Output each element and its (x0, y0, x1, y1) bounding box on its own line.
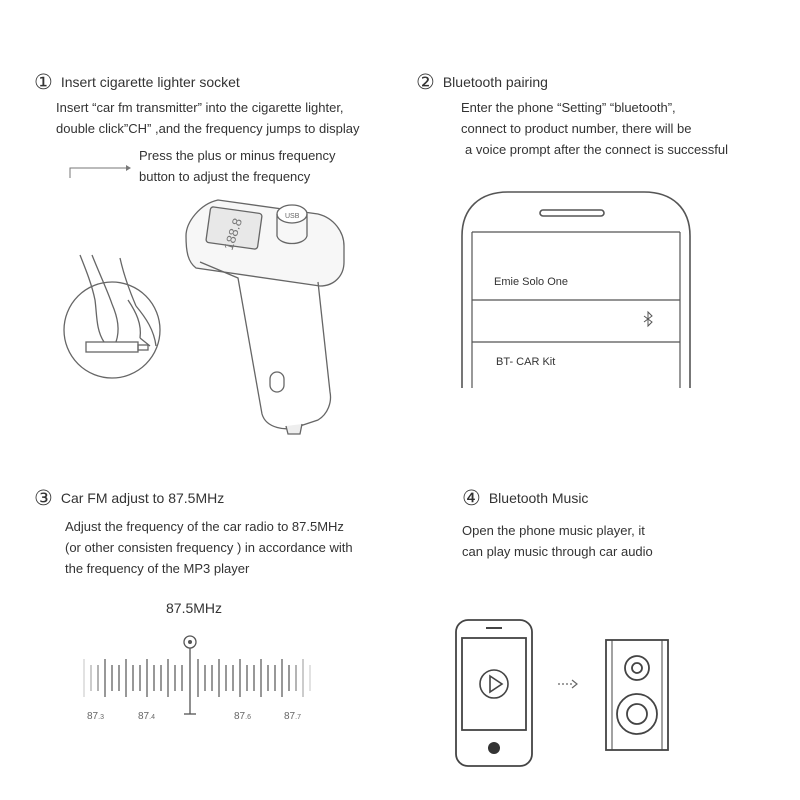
hint-pointer-line (70, 168, 126, 178)
step2-number: ② (416, 71, 435, 94)
step3-title: Car FM adjust to 87.5MHz (60, 490, 225, 506)
step1-title: Insert cigarette lighter socket (60, 74, 240, 90)
step2-description (461, 97, 728, 160)
step1-hint-line: Press the plus or minus frequency (139, 148, 336, 163)
fm-dial (84, 659, 310, 697)
tick-label-sub: .4 (149, 714, 155, 721)
step2-line: connect to product number, there will be (461, 121, 692, 136)
tick-label-sub: .7 (295, 714, 301, 721)
step4-line: can play music through car audio (462, 544, 653, 559)
hand-insert-icon (64, 255, 160, 378)
svg-text:87.6 (234, 711, 251, 722)
step3-heading (34, 486, 224, 511)
step3-line: (or other consisten frequency ) in accordance with (65, 540, 353, 555)
arrow-icon (558, 680, 577, 688)
svg-text:87.7 (284, 711, 301, 722)
step1-number: ① (34, 71, 53, 94)
step4-line: Open the phone music player, it (462, 523, 645, 538)
step3-line: the frequency of the MP3 player (65, 561, 250, 576)
step1-line: double click”CH” ,and the frequency jumps to display (56, 121, 360, 136)
tick-label: 87 (284, 711, 296, 722)
step4-title: Bluetooth Music (488, 490, 589, 506)
play-icon (480, 670, 508, 698)
step2-heading (416, 70, 548, 95)
tick-label-sub: .3 (98, 714, 104, 721)
step3-description (65, 516, 353, 579)
step4-number: ④ (462, 487, 481, 510)
step4-description (462, 520, 653, 562)
svg-text:87.4 (138, 711, 155, 722)
bluetooth-icon (644, 312, 652, 326)
phone-music-icon (456, 620, 532, 766)
step3-line: Adjust the frequency of the car radio to 87.5MHz (65, 519, 344, 534)
tick-label-sub: .6 (245, 714, 251, 721)
step1-line: Insert “car fm transmitter” into the cigarette lighter, (56, 100, 344, 115)
step2-line: a voice prompt after the connect is successful (465, 142, 729, 157)
hint-pointer-arrow-icon (126, 165, 131, 171)
tick-label: 87 (234, 711, 246, 722)
svg-text:87.3 (87, 711, 104, 722)
step1-hint-line: button to adjust the frequency (139, 169, 311, 184)
step2-line: Enter the phone “Setting” “bluetooth”, (461, 100, 676, 115)
tick-label: 87 (87, 711, 99, 722)
tick-label: 87 (138, 711, 150, 722)
phone-list-item: Emie Solo One (494, 276, 568, 288)
step3-number: ③ (34, 487, 53, 510)
car-fm-transmitter-icon (186, 200, 344, 434)
phone-list-item: BT- CAR Kit (496, 356, 556, 368)
device-screen-text: 188.8 (220, 216, 246, 252)
usb-label-icon: USB (285, 213, 300, 220)
fm-dial-marker-label: 87.5MHz (166, 600, 223, 616)
fm-dial-marker (184, 636, 196, 714)
speaker-icon (606, 640, 668, 750)
step4-heading (462, 486, 588, 511)
step2-title: Bluetooth pairing (442, 74, 548, 90)
fm-dial-tick-labels (87, 711, 301, 722)
